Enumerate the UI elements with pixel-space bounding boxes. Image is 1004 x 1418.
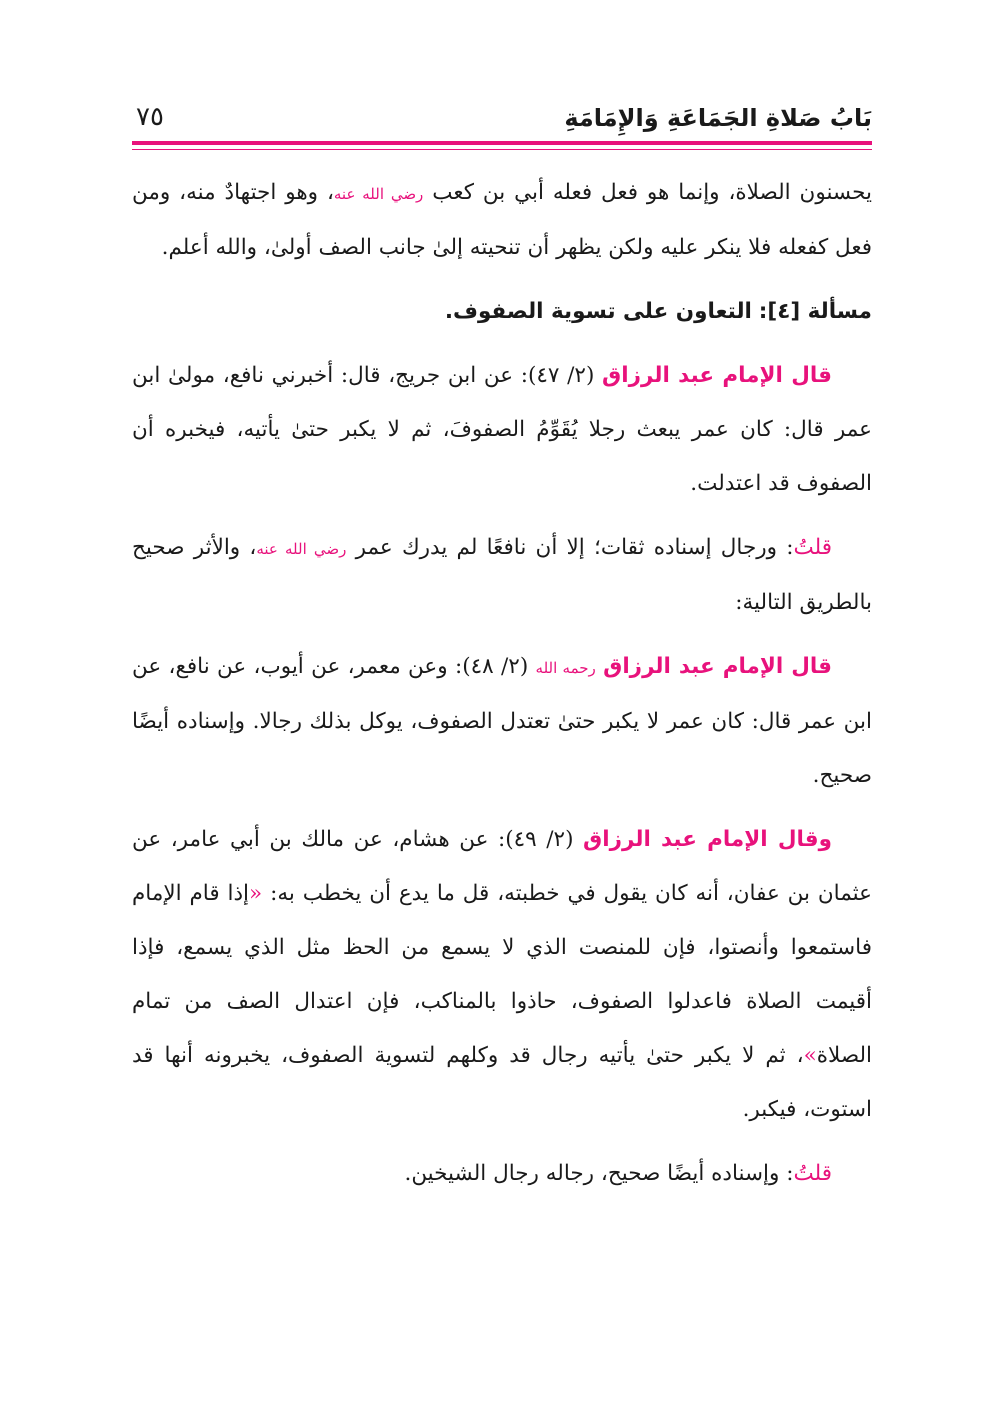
reference: (٢/ ٤٩) <box>505 827 574 852</box>
paragraph-text: ، والأثر صحيح بالطريق التالية: <box>132 535 872 615</box>
quote-mark: « <box>249 881 263 906</box>
issue-heading <box>132 285 872 339</box>
paragraph-text: : عن هشام، عن مالك بن أبي عامر، عن عثمان بن عفان، أنه كان يقول في خطبته، قل ما يدع أن يخطب به: <box>132 827 872 906</box>
narrator-lead: قال الإمام عبد الرزاق <box>602 363 833 388</box>
paragraph-text: يحسنون الصلاة، وإنما هو فعل فعله أبي بن كعب <box>432 180 872 205</box>
honorific-mark: رضي الله عنه <box>256 540 347 558</box>
honorific-mark: رحمه الله <box>535 659 596 677</box>
reference: (٢/ ٤٨) <box>462 654 529 679</box>
chapter-title: بَابُ صَلاةِ الجَمَاعَةِ وَالإِمَامَةِ <box>564 104 872 132</box>
comment-lead: قلتُ <box>793 535 832 560</box>
narrator-lead: وقال الإمام عبد الرزاق <box>583 827 832 852</box>
paragraph-text: : عن ابن جريج، قال: أخبرني نافع، مولىٰ ابن عمر قال: كان عمر يبعث رجلا يُقَوِّمُ الصفوفَ، ثم لا يكبر حتىٰ يأتيه، فيخبره أن الصفوف قد اعتدلت. <box>132 363 872 496</box>
paragraph-text: : وعن معمر، عن أيوب، عن نافع، عن ابن عمر قال: كان عمر لا يكبر حتىٰ تعتدل الصفوف، يوكل بذلك رجالا. وإسناده أيضًا صحيح. <box>132 654 872 788</box>
narrator-lead: قال الإمام عبد الرزاق <box>603 654 832 679</box>
header-rule-thin <box>132 149 872 150</box>
paragraph-text: : وإسناده أيضًا صحيح، رجاله رجال الشيخين. <box>404 1161 794 1186</box>
running-header <box>132 100 872 140</box>
comment-paragraph <box>132 521 872 630</box>
header-rule-thick <box>132 141 872 145</box>
narration-paragraph <box>132 640 872 803</box>
narration-paragraph <box>132 349 872 511</box>
honorific-mark: رضي الله عنه <box>333 185 424 203</box>
reference: (٢/ ٤٧) <box>527 363 595 388</box>
body-text <box>132 166 872 1211</box>
quote-mark: » <box>803 1043 817 1068</box>
paragraph-text: ، ثم لا يكبر حتىٰ يأتيه رجال قد وكلهم لتسوية الصفوف، يخبرونه أنها قد استوت، فيكبر. <box>132 1043 872 1122</box>
quoted-text: إذا قام الإمام فاستمعوا وأنصتوا، فإن للمنصت الذي لا يسمع من الحظ مثل الذي يسمع، فإذا أقيمت الصلاة فاعدلوا الصفوف، حاذوا بالمناكب، فإن اعتدال الصف من تمام الصلاة <box>132 881 872 1068</box>
paragraph-continuation <box>132 166 872 275</box>
issue-label: مسألة [٤]: <box>758 299 872 324</box>
page-number: ٧٥ <box>136 102 164 132</box>
paragraph-text: : ورجال إسناده ثقات؛ إلا أن نافعًا لم يدرك عمر <box>355 535 794 560</box>
comment-lead: قلتُ <box>793 1161 832 1186</box>
paragraph-text: ، وهو اجتهادٌ منه، ومن فعل كفعله فلا ينكر عليه ولكن يظهر أن تنحيته إلىٰ جانب الصف أولىٰ، والله أعلم. <box>132 180 872 260</box>
narration-paragraph <box>132 813 872 1137</box>
issue-title: التعاون على تسوية الصفوف. <box>444 299 752 324</box>
comment-paragraph <box>132 1147 872 1201</box>
